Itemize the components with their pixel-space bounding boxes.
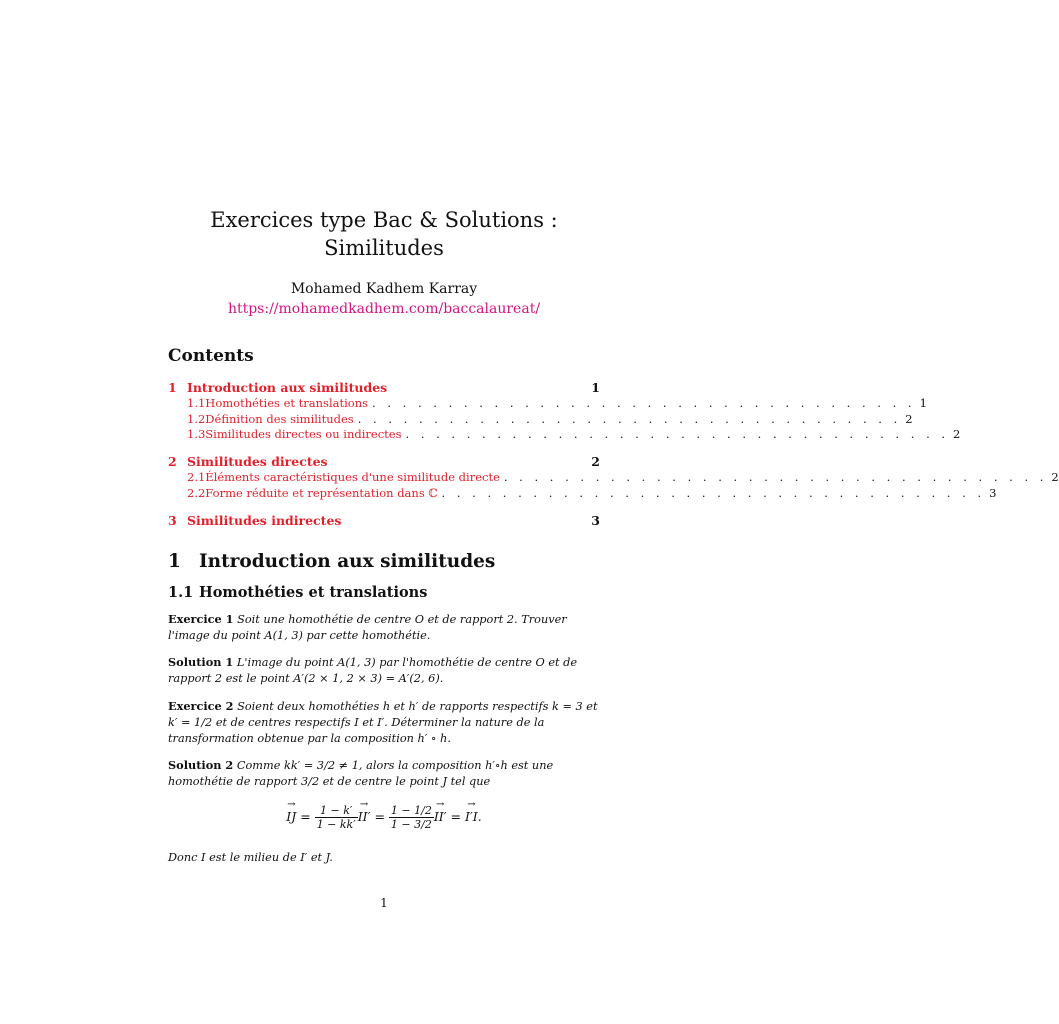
solution-text: Comme kk′ = 3/2 ≠ 1, alors la composition h′∘h est une homothétie de rapport 3/2 et de centre le point J tel que — [168, 759, 554, 788]
exercice-label: Exercice 2 — [168, 699, 234, 713]
toc-entry-page: 2 — [953, 427, 961, 441]
toc-section-1 — [168, 380, 961, 443]
toc-entry-page: 1 — [919, 396, 927, 410]
solution-label: Solution 1 — [168, 655, 234, 669]
subsection-number: 1.1 — [168, 584, 194, 601]
toc-entry-number: 2.2 — [187, 485, 206, 500]
toc-entry-3[interactable] — [168, 513, 600, 529]
toc-entry-number: 2 — [168, 454, 177, 469]
document-title — [0, 206, 768, 262]
toc-entry-2[interactable] — [168, 454, 600, 470]
vector-ij: → IJ — [286, 809, 296, 824]
exercice-text: Soit une homothétie de centre O et de rapport 2. Trouver l'image du point A(1, 3) par cette homothétie. — [168, 613, 567, 642]
vector-ii-prime: → II′ — [358, 809, 371, 824]
equals-sign: = — [300, 809, 311, 824]
section-number: 1 — [168, 551, 181, 572]
page-number: 1 — [380, 896, 388, 910]
solution-2 — [168, 757, 600, 790]
vector-ii-prime: → II′ — [434, 809, 447, 824]
title-line-1: Exercices type Bac & Solutions : — [210, 208, 558, 232]
equals-sign: = — [450, 809, 462, 824]
author-name: Mohamed Kadhem Karray — [290, 281, 478, 297]
toc-entry-label: Définition des similitudes — [205, 411, 354, 426]
toc-leader-dots: . . . . . . . . . . . . . . . . . . . . . . . . . . . . . . . . . . . . — [372, 396, 916, 410]
vector-i-prime-i: → I′I — [465, 809, 478, 824]
toc-section-2 — [168, 454, 1059, 501]
title-line-2: Similitudes — [324, 236, 444, 260]
toc-leader-dots: . . . . . . . . . . . . . . . . . . . . . . . . . . . . . . . . . . . . — [357, 411, 902, 426]
author-url-link[interactable]: https://mohamedkadhem.com/baccalaureat/ — [227, 301, 541, 317]
toc-entry-number: 1.1 — [187, 396, 206, 410]
toc-entry-label: Homothéties et translations — [205, 396, 369, 410]
toc-entry-number: 1.2 — [187, 411, 206, 426]
toc-entry-number: 2.1 — [187, 470, 206, 484]
toc-leader-dots: . . . . . . . . . . . . . . . . . . . . . . . . . . . . . . . . . . . . — [405, 427, 950, 441]
toc-entry-2-1[interactable] — [187, 470, 1059, 486]
toc-entry-number: 1.3 — [187, 427, 206, 441]
fraction-denominator: 1 − kk′ — [316, 818, 356, 831]
toc-entry-page: 2 — [1051, 470, 1059, 484]
toc-entry-page: 2 — [591, 454, 600, 469]
equals-sign: = — [374, 809, 385, 824]
fraction-denominator: 1 − 3/2 — [390, 818, 432, 831]
exercice-1 — [168, 611, 600, 644]
toc-entry-label: Introduction aux similitudes — [187, 380, 388, 395]
contents-heading: Contents — [168, 346, 254, 366]
toc-entry-label: Similitudes indirectes — [187, 513, 342, 528]
exercice-label: Exercice 1 — [168, 612, 234, 626]
toc-entry-page: 1 — [591, 380, 600, 395]
toc-entry-label: Éléments caractéristiques d'une similitude directe — [205, 470, 500, 484]
toc-entry-number: 3 — [168, 513, 177, 528]
fraction-1 — [315, 804, 358, 831]
exercice-text: Soient deux homothéties h et h′ de rapports respectifs k = 3 et k′ = 1/2 et de centres respectifs I et I′. Déterminer la nature de la transformation obtenue par la composition h′ ∘ h. — [168, 700, 598, 745]
toc-entry-number: 1 — [168, 380, 177, 395]
toc-leader-dots: . . . . . . . . . . . . . . . . . . . . . . . . . . . . . . . . . . . . — [441, 485, 986, 500]
fraction-numerator: 1 − 1/2 — [390, 804, 432, 817]
section-heading-1 — [168, 551, 495, 572]
display-equation — [168, 804, 600, 831]
exercice-2 — [168, 698, 600, 747]
toc-leader-dots: . . . . . . . . . . . . . . . . . . . . . . . . . . . . . . . . . . . . — [503, 470, 1048, 484]
solution-1 — [168, 654, 600, 687]
toc-entry-1-2[interactable] — [187, 411, 913, 428]
fraction-numerator: 1 − k′ — [315, 804, 358, 818]
toc-section-3 — [168, 513, 600, 529]
toc-entry-1-3[interactable] — [187, 427, 961, 443]
equation-period: . — [477, 809, 482, 824]
solution-label: Solution 2 — [168, 758, 234, 772]
solution-text: L'image du point A(1, 3) par l'homothétie de centre O et de rapport 2 est le point A′(2 × 1, 2 × 3) = A′(2, 6). — [168, 656, 578, 685]
subsection-title: Homothéties et translations — [199, 584, 428, 601]
section-title: Introduction aux similitudes — [199, 551, 496, 572]
toc-entry-page: 3 — [989, 485, 997, 500]
toc-entry-page: 3 — [591, 513, 600, 528]
toc-entry-label: Similitudes directes ou indirectes — [205, 427, 402, 441]
toc-entry-label: Forme réduite et représentation dans ℂ — [205, 485, 438, 500]
toc-entry-1-1[interactable] — [187, 396, 927, 412]
toc-entry-label: Similitudes directes — [187, 454, 328, 469]
toc-entry-page: 2 — [905, 411, 913, 426]
toc-entry-2-2[interactable] — [187, 485, 997, 502]
toc-entry-1[interactable] — [168, 380, 600, 396]
fraction-2 — [389, 804, 434, 831]
conclusion-text: Donc I est le milieu de I′ et J. — [168, 851, 333, 864]
subsection-heading-1-1 — [168, 584, 427, 601]
